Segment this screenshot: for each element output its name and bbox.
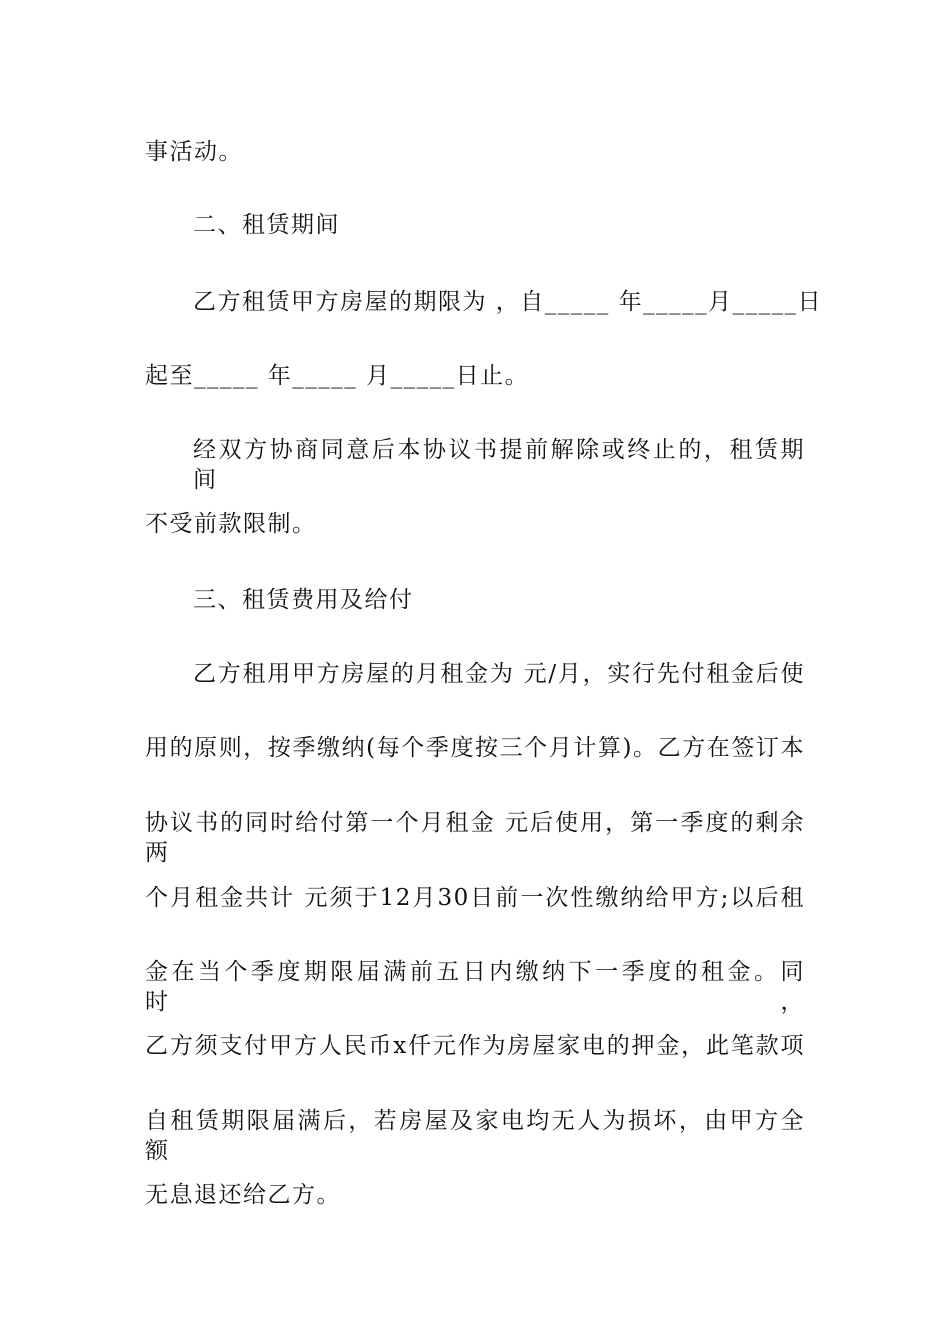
section-heading: 二、租赁期间: [193, 212, 340, 238]
text-line: 不受前款限制。: [145, 511, 317, 537]
text-line: 个月租金共计 元须于12月30日前一次性缴纳给甲方;以后租: [145, 885, 805, 911]
text-line: 经双方协商同意后本协议书提前解除或终止的，租赁期间: [193, 437, 805, 493]
text-line: 乙方租用甲方房屋的月租金为 元/月，实行先付租金后使: [193, 661, 805, 687]
text-line: 事活动。: [145, 139, 243, 165]
text-line: 协议书的同时给付第一个月租金 元后使用，第一季度的剩余两: [145, 810, 805, 866]
text-line: 金在当个季度期限届满前五日内缴纳下一季度的租金。同时，: [145, 959, 805, 1015]
text-line: 乙方须支付甲方人民币x仟元作为房屋家电的押金，此笔款项: [145, 1033, 805, 1059]
section-heading: 三、租赁费用及给付: [193, 587, 414, 613]
text-line: 自租赁期限届满后，若房屋及家电均无人为损坏，由甲方全额: [145, 1108, 805, 1164]
text-line: 起至_____ 年_____ 月_____日止。: [145, 363, 530, 389]
text-line: 无息退还给乙方。: [145, 1182, 341, 1208]
text-line: 用的原则，按季缴纳(每个季度按三个月计算)。乙方在签订本: [145, 735, 805, 761]
text-line: 乙方租赁甲方房屋的期限为 ，自_____ 年_____月_____日: [193, 289, 823, 315]
